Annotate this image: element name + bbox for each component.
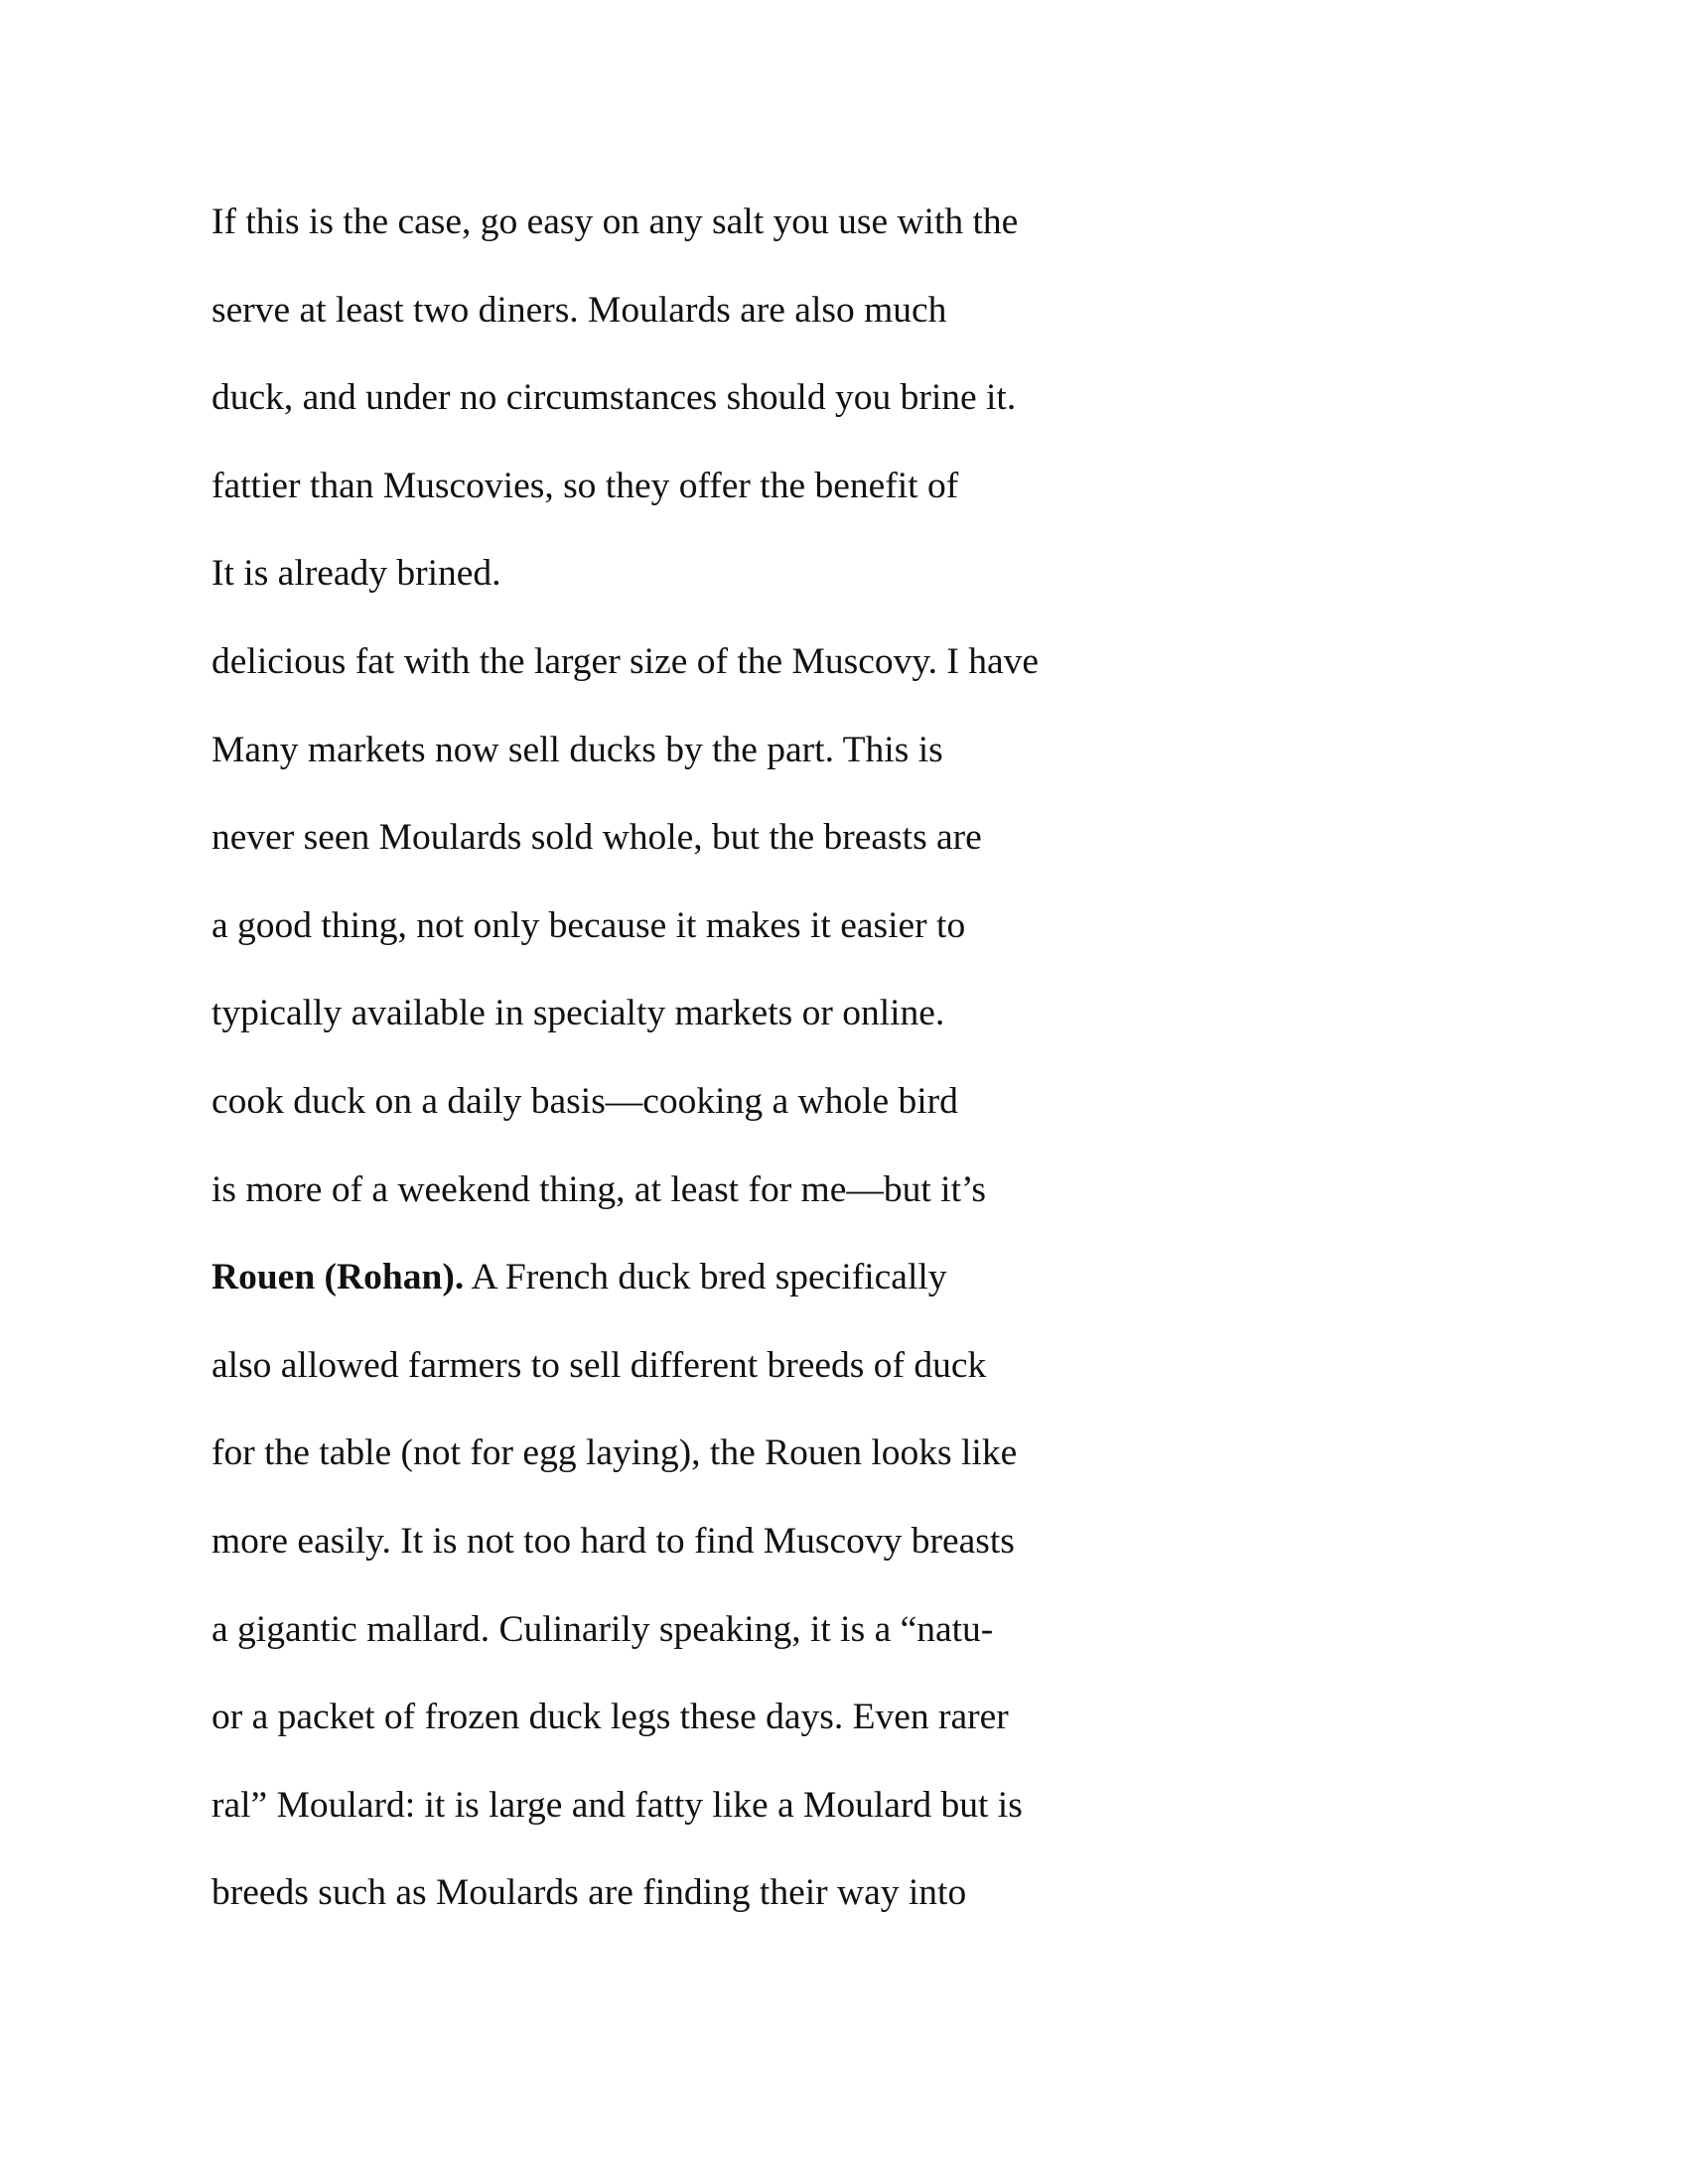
text-line: also allowed farmers to sell different breeds of duck	[211, 1344, 987, 1386]
text-line: for the table (not for egg laying), the Rouen looks like	[211, 1433, 1018, 1474]
heading-line-text: A French duck bred specifically	[464, 1257, 947, 1298]
text-line: ral” Moulard: it is large and fatty like a Moulard but is	[211, 1784, 1023, 1826]
text-line: duck, and under no circumstances should you brine it.	[211, 377, 1017, 419]
text-line: a good thing, not only because it makes it easier to	[211, 904, 966, 946]
text-line: Many markets now sell ducks by the part. This is	[211, 729, 943, 770]
text-line: delicious fat with the larger size of the Muscovy. I have	[211, 640, 1040, 682]
text-line: serve at least two diners. Moulards are also much	[211, 289, 947, 331]
text-line-with-heading	[211, 1250, 1502, 1338]
text-line: never seen Moulards sold whole, but the breasts are	[211, 817, 982, 859]
text-line: more easily. It is not too hard to find Muscovy breasts	[211, 1520, 1015, 1562]
text-line: If this is the case, go easy on any salt you use with the	[211, 202, 1019, 242]
body-text	[211, 195, 1502, 1954]
run-in-heading: Rouen (Rohan).	[211, 1257, 465, 1298]
text-line: breeds such as Moulards are finding their way into	[211, 1872, 967, 1914]
text-line: typically available in specialty markets or online.	[211, 993, 945, 1034]
text-line: cook duck on a daily basis—cooking a whole bird	[211, 1080, 958, 1122]
text-line: is more of a weekend thing, at least for me—but it’s	[211, 1168, 987, 1210]
text-line: It is already brined.	[211, 553, 501, 595]
text-line: fattier than Muscovies, so they offer the benefit of	[211, 465, 959, 506]
text-line: or a packet of frozen duck legs these days. Even rarer	[211, 1697, 1009, 1738]
text-line: a gigantic mallard. Culinarily speaking, it is a “natu-	[211, 1608, 994, 1650]
